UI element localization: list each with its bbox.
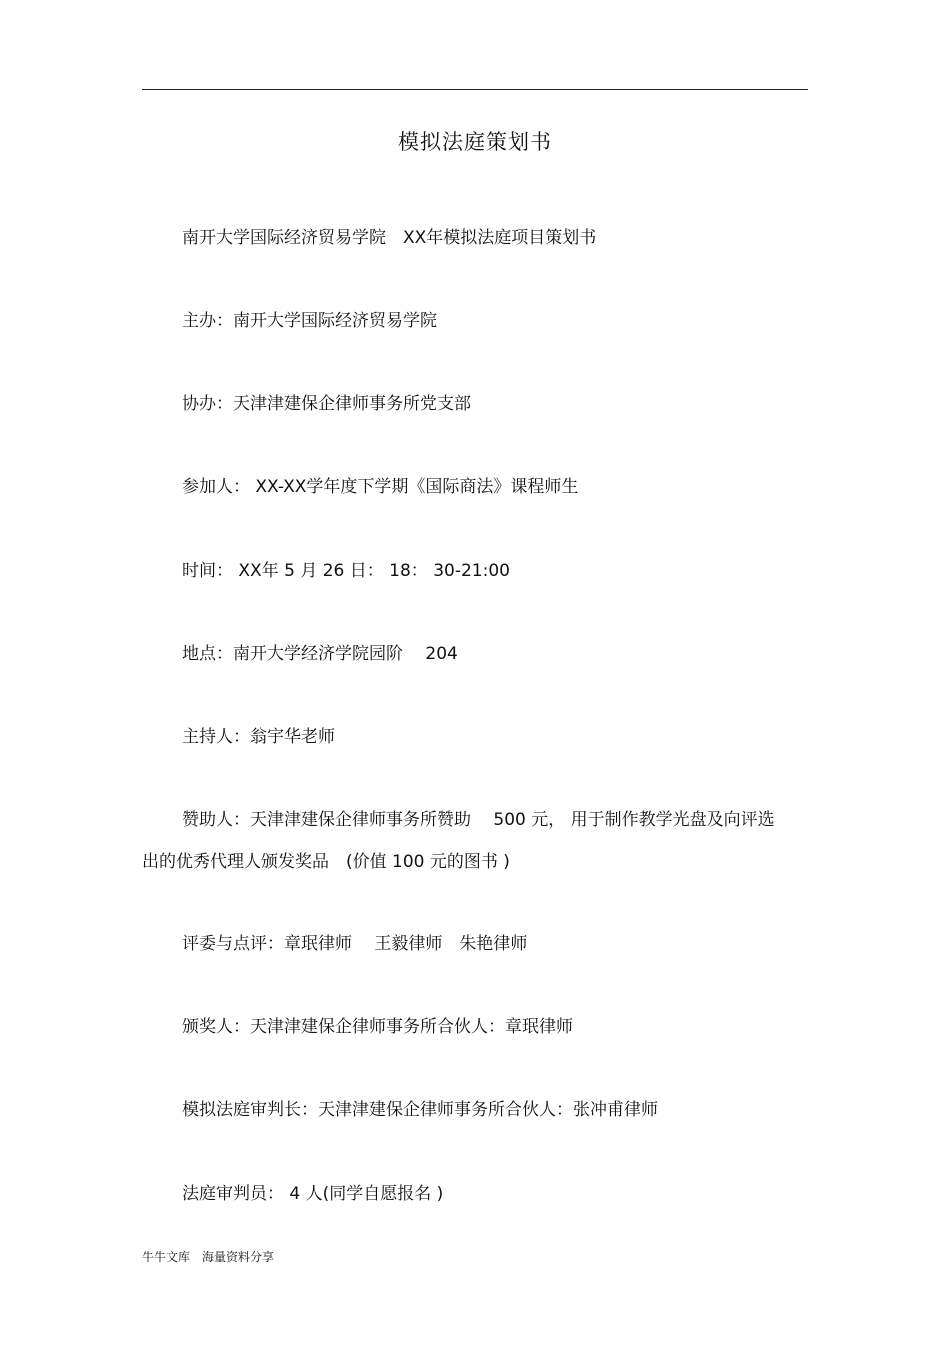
- paragraph-presiding-judge: 模拟法庭审判长：天津津建保企律师事务所合伙人：张冲甫律师: [182, 1100, 658, 1120]
- paragraph-project: 南开大学国际经济贸易学院 XX年模拟法庭项目策划书: [182, 228, 597, 248]
- sponsor-line-2: 出的优秀代理人颁发奖品 (价值 100 元的图书 ): [142, 852, 510, 872]
- paragraph-moderator: 主持人：翁宇华老师: [182, 727, 335, 747]
- sponsor-line-1: 赞助人：天津津建保企律师事务所赞助 500 元， 用于制作教学光盘及向评选: [182, 810, 775, 830]
- paragraph-sponsor: [142, 810, 808, 872]
- footer-brand: 牛牛文库: [142, 1250, 191, 1264]
- paragraph-co-host: 协办：天津津建保企律师事务所党支部: [182, 394, 471, 414]
- page-footer: [142, 1248, 274, 1265]
- paragraph-court-judges: 法庭审判员： 4 人(同学自愿报名 ): [182, 1184, 444, 1204]
- footer-slogan: 海量资料分享: [202, 1250, 275, 1264]
- document-title: 模拟法庭策划书: [398, 130, 552, 154]
- header-rule: [142, 89, 808, 90]
- paragraph-time: 时间： XX年 5 月 26 日： 18： 30-21:00: [182, 561, 510, 581]
- paragraph-participants: 参加人： XX-XX学年度下学期《国际商法》课程师生: [182, 477, 579, 497]
- paragraph-judges: 评委与点评：章珉律师 王毅律师 朱艳律师: [182, 934, 528, 954]
- paragraph-award-presenter: 颁奖人：天津津建保企律师事务所合伙人：章珉律师: [182, 1017, 573, 1037]
- paragraph-host: 主办：南开大学国际经济贸易学院: [182, 311, 437, 331]
- paragraph-location: 地点：南开大学经济学院园阶 204: [182, 644, 458, 664]
